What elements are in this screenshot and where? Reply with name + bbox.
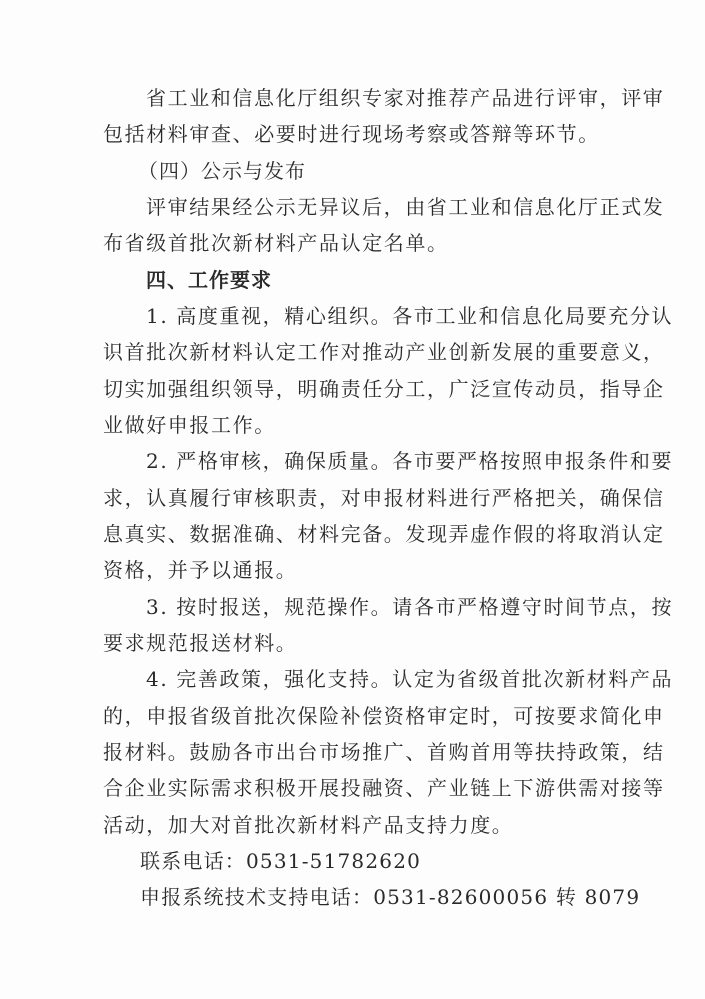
item-2-line-4: 资格，并予以通报。 [103,558,298,582]
item-2-line-1: 2. 严格审核，确保质量。各市要严格按照申报条件和要 [146,449,674,473]
paragraph-review-line-2: 包括材料审查、必要时进行现场考察或答辩等环节。 [103,122,600,146]
item-4-line-5: 活动，加大对首批次新材料产品支持力度。 [103,813,514,837]
item-2-line-2: 求，认真履行审核职责，对申报材料进行严格把关，确保信 [103,486,665,510]
item-4-line-2: 的，申报省级首批次保险补偿资格审定时，可按要求简化申 [103,704,665,728]
contact-tech-support [140,882,641,912]
tech-support-label: 申报系统技术支持电话： [140,885,374,909]
tech-support-value: 0531-82600056 转 8079 [373,885,641,909]
paragraph-publication-line-2: 布省级首批次新材料产品认定名单。 [103,231,449,255]
contact-phone-value: 0531-51782620 [246,849,422,873]
section-heading-work-requirements: 四、工作要求 [146,268,272,292]
item-4-line-4: 合企业实际需求积极开展投融资、产业链上下游供需对接等 [103,776,665,800]
item-4-line-3: 报材料。鼓励各市出台市场推广、首购首用等扶持政策，结 [103,740,665,764]
item-1-line-4: 业做好申报工作。 [103,413,276,437]
contact-phone-label: 联系电话： [140,849,246,873]
subheading-publicity: （四）公示与发布 [138,159,306,183]
paragraph-publication-line-1: 评审结果经公示无异议后，由省工业和信息化厅正式发 [146,195,665,219]
item-1-line-2: 识首批次新材料认定工作对推动产业创新发展的重要意义， [103,340,665,364]
item-3-line-2: 要求规范报送材料。 [103,631,298,655]
contact-phone [140,846,610,876]
item-1-line-1: 1. 高度重视，精心组织。各市工业和信息化局要充分认 [146,304,674,328]
item-2-line-3: 息真实、数据准确、材料完备。发现弄虚作假的将取消认定 [103,522,665,546]
item-4-line-1: 4. 完善政策，强化支持。认定为省级首批次新材料产品 [146,667,674,691]
paragraph-review-line-1: 省工业和信息化厅组织专家对推荐产品进行评审，评审 [146,86,665,110]
item-3-line-1: 3. 按时报送，规范操作。请各市严格遵守时间节点，按 [146,595,674,619]
item-1-line-3: 切实加强组织领导，明确责任分工，广泛宣传动员，指导企 [103,377,665,401]
